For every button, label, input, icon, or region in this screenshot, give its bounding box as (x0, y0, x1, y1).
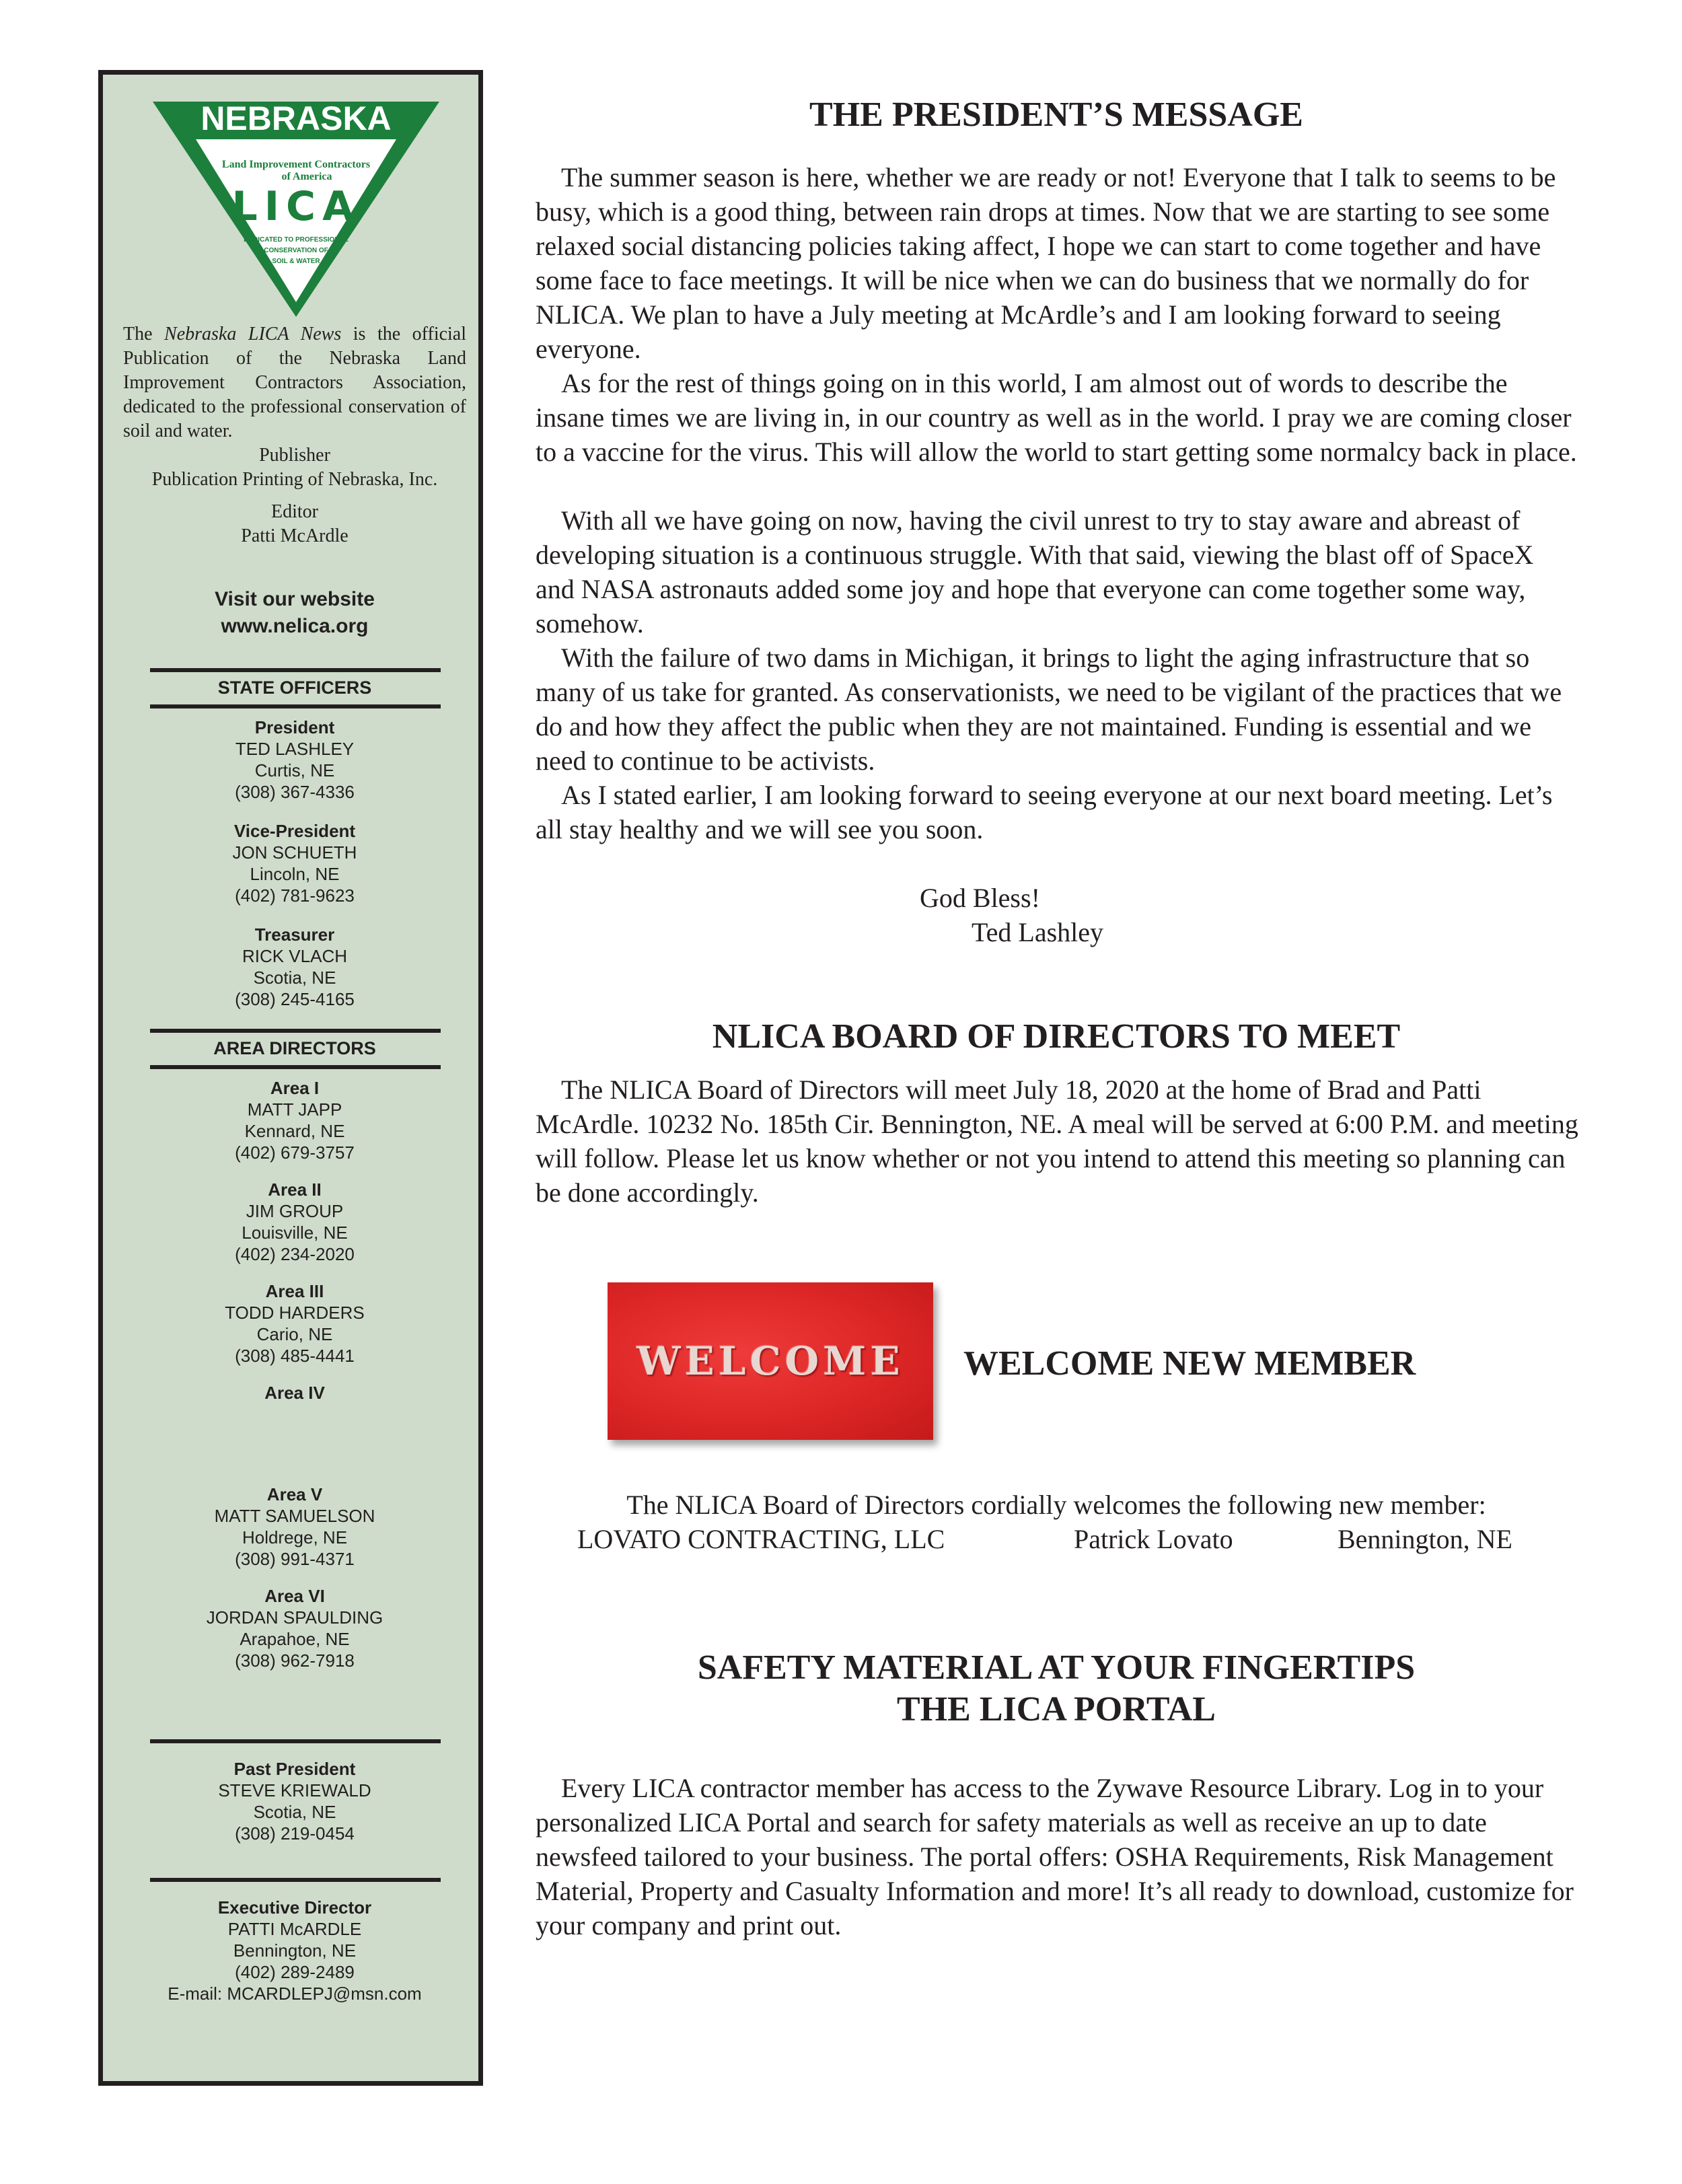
area-directors-heading: AREA DIRECTORS (213, 1038, 376, 1058)
director-area-1: Area I MATT JAPP Kennard, NE (402) 679-3757 (235, 1078, 355, 1163)
logo-chapter: CHAPTER (271, 143, 321, 154)
logo-acronym: LICA (231, 183, 361, 230)
safety-body: Every LICA contractor member has access to the Zywave Resource Library. Log in to your personalized LICA Portal and search for safety materials as well as receive an up to date newsfeed tailored to your business. The portal offers: OSHA Requirements, Risk Management Material, Property and Casualty Information and more! It’s all ready to download, customize for your company and print out. (536, 1773, 1574, 1940)
member-city: Bennington, NE (1338, 1524, 1512, 1554)
logo-org-line1: Land Improvement Contractors (221, 159, 371, 170)
signature: Ted Lashley (972, 917, 1104, 947)
logo-org-line2: of America (281, 171, 332, 182)
past-president: Past President STEVE KRIEWALD Scotia, NE (308) 219-0454 (218, 1759, 371, 1844)
website-url[interactable]: www.nelica.org (221, 615, 369, 637)
member-company: LOVATO CONTRACTING, LLC (577, 1524, 945, 1554)
state-officers-heading: STATE OFFICERS (217, 678, 372, 698)
publisher-block (116, 443, 473, 492)
board-meeting-heading: NLICA BOARD OF DIRECTORS TO MEET (712, 1017, 1401, 1056)
president-message-heading: THE PRESIDENT’S MESSAGE (809, 96, 1303, 134)
safety-heading (532, 1647, 1581, 1731)
president-message-paragraph: With all we have going on now, having the civil unrest to try to stay aware and abreast of developing situation is a continuous struggle. With that said, viewing the blast off of SpaceX and NASA astronauts added some joy and hope that everyone can come together some way, somehow. (536, 505, 1534, 639)
divider (150, 1065, 441, 1069)
president-message-paragraph: The summer season is here, whether we are ready or not! Everyone that I talk to seems to be busy, which is a good thing, between rain drops at times. Now that we are starting to see some relaxed social distancing policies taking affect, I hope we can start to come together and have some face to face meetings. It will be nice when we can do business that we normally do for NLICA. We plan to have a July meeting at McArdle’s and I am looking forward to seeing everyone. (536, 162, 1556, 364)
safety-heading-line2: THE LICA PORTAL (897, 1690, 1216, 1728)
divider (150, 1029, 441, 1033)
lica-logo (149, 98, 443, 321)
welcome-intro: The NLICA Board of Directors cordially welcomes the following new member: (626, 1490, 1486, 1520)
closing: God Bless! (920, 883, 1040, 913)
officer-president: President TED LASHLEY Curtis, NE (308) 367-4336 (235, 717, 355, 802)
welcome-mat-text: WELCOME (636, 1338, 904, 1384)
logo-tag1: DEDICATED TO PROFESSIONAL (244, 236, 349, 244)
director-area-6: Area VI JORDAN SPAULDING Arapahoe, NE (308) 962-7918 (206, 1586, 383, 1671)
director-area-2: Area II JIM GROUP Louisville, NE (402) 234-2020 (235, 1179, 355, 1264)
publication-description: The Nebraska LICA News is the official Publication of the Nebraska Land Improvement Contractors Association, dedicated to the professional conservation of soil and water. (123, 324, 467, 441)
executive-director-email[interactable]: E-mail: MCARDLEPJ@msn.com (168, 1983, 422, 2004)
member-person: Patrick Lovato (1074, 1524, 1233, 1554)
divider (150, 668, 441, 672)
sidebar (98, 70, 483, 2086)
publisher-label: Publisher (259, 445, 330, 466)
welcome-mat-image (608, 1282, 933, 1440)
safety-heading-line1: SAFETY MATERIAL AT YOUR FINGERTIPS (697, 1648, 1416, 1687)
website-block (116, 586, 473, 640)
president-message-paragraph: As I stated earlier, I am looking forward to seeing everyone at our next board meeting. Let’s all stay healthy and we will see you soon. (536, 780, 1553, 844)
officer-vice-president: Vice-President JON SCHUETH Lincoln, NE (402) 781-9623 (232, 821, 357, 906)
editor-label: Editor (271, 501, 318, 522)
logo-name: NEBRASKA (200, 100, 392, 137)
editor-name: Patti McArdle (241, 525, 349, 546)
director-area-4: Area IV (264, 1383, 325, 1403)
divider (150, 704, 441, 708)
director-area-3: Area III TODD HARDERS Cario, NE (308) 485-4441 (225, 1281, 365, 1366)
president-message-paragraph: With the failure of two dams in Michigan, it brings to light the aging infrastructure that so many of us take for granted. As conservationists, we need to be vigilant of the practices that we do and how they affect the public when they are not maintained. Funding is essential and we need to continue to be activists. (536, 643, 1562, 776)
executive-director: Executive Director PATTI McARDLE Bennington, NE (402) 289-2489 E-mail: MCARDLEPJ@msn.com (116, 1897, 473, 2004)
board-meeting-body: The NLICA Board of Directors will meet July 18, 2020 at the home of Brad and Patti McArdle. 10232 No. 185th Cir. Bennington, NE. A meal will be served at 6:00 P.M. and meeting will follow. Please let us know whether or not you intend to attend this meeting so planning can be done accordingly. (536, 1075, 1578, 1208)
logo-tag2: CONSERVATION OF (264, 247, 328, 254)
logo-tag3: SOIL & WATER (272, 258, 320, 265)
officer-treasurer: Treasurer RICK VLACH Scotia, NE (308) 245-4165 (235, 924, 355, 1009)
president-message-paragraph: As for the rest of things going on in this world, I am almost out of words to describe the insane times we are living in, in our country as well as in the world. I pray we are coming closer to a vaccine for the virus. This will allow the world to start getting some normalcy back in place. (536, 368, 1577, 467)
divider (150, 1878, 441, 1882)
website-label: Visit our website (215, 588, 375, 610)
welcome-heading: WELCOME NEW MEMBER (963, 1344, 1416, 1383)
divider (150, 1739, 441, 1743)
director-area-5: Area V MATT SAMUELSON Holdrege, NE (308) 991-4371 (214, 1484, 375, 1569)
editor-block (116, 500, 473, 548)
publisher-name: Publication Printing of Nebraska, Inc. (151, 469, 438, 490)
